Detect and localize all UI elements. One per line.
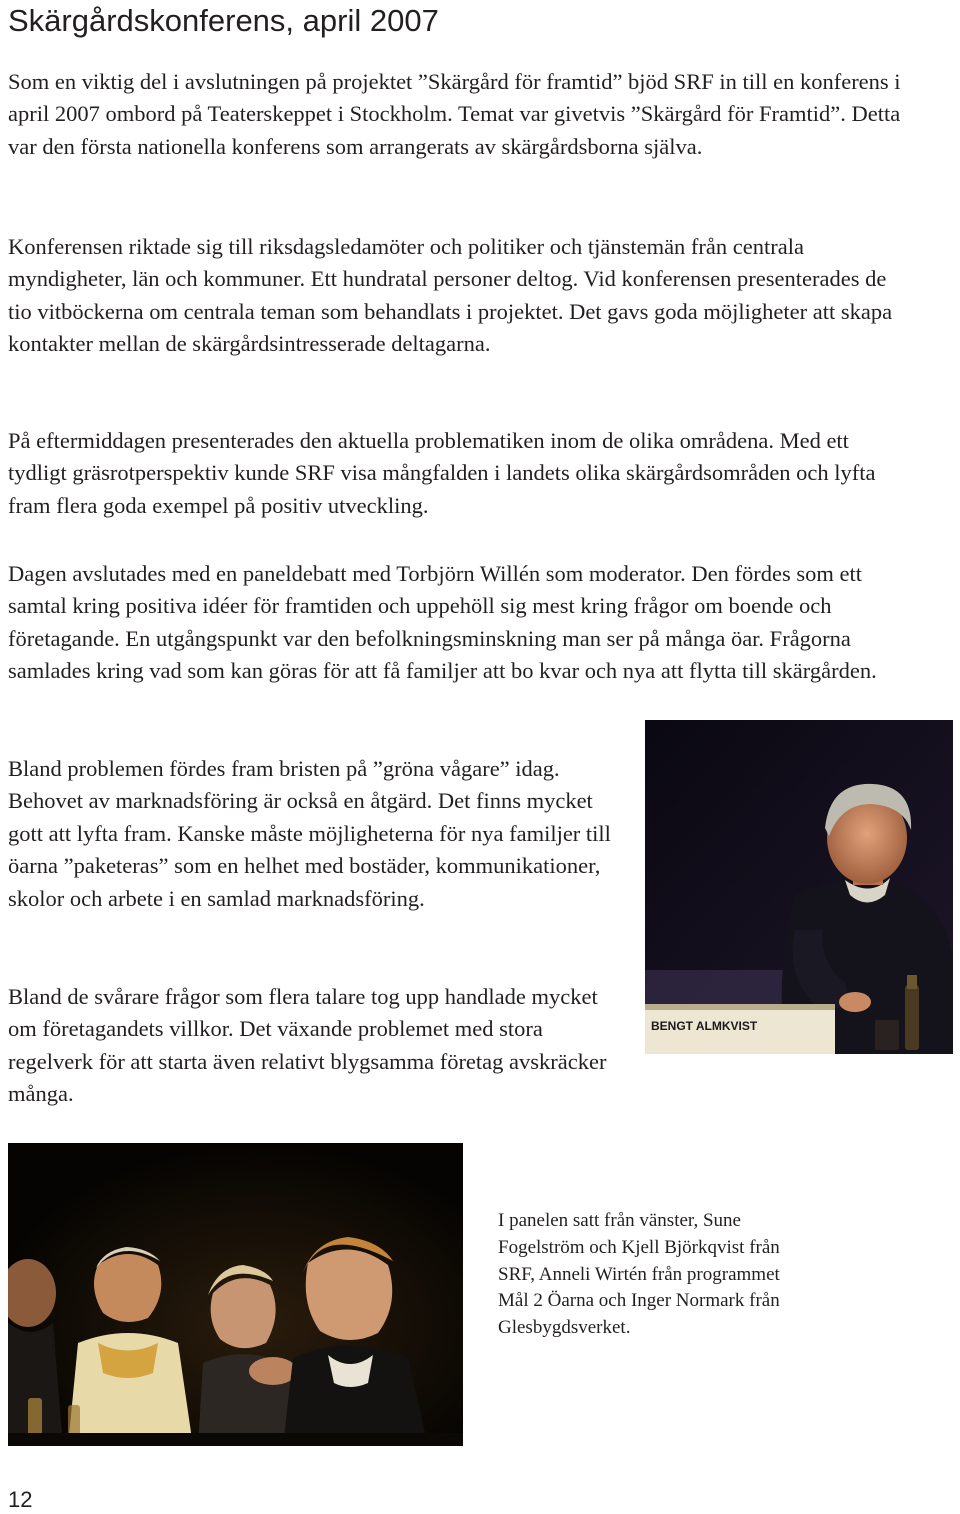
paragraph-business-conditions: Bland de svårare frågor som flera talare tog upp handlade mycket om företagandets villkor. Det växande problemet med stora regelverk för att starta även relativt blygsamma företag avskräcker många. [8,984,607,1107]
page-title: Skärgårdskonferens, april 2007 [8,3,439,38]
paragraph-afternoon: På eftermiddagen presenterades den aktuella problematiken inom de olika områdena. Med ett tydligt gräsrotperspektiv kunde SRF visa mångfalden i landets olika skärgårdsområden och lyfta fram flera goda exempel på positiv utveckling. [8,428,876,518]
panel-photo [8,1143,463,1446]
paragraph-audience: Konferensen riktade sig till riksdagsledamöter och politiker och tjänstemän från centrala myndigheter, län och kommuner. Ett hundratal personer deltog. Vid konferensen presenterades de tio vitböckerna om centrala teman som behandlats i projektet. Det gavs goda möjligheter att skapa kontakter mellan de skärgårdsintresserade deltagarna. [8,234,893,357]
nameplate-label: BENGT ALMKVIST [651,1019,758,1033]
paragraph-panel-debate: Dagen avslutades med en paneldebatt med Torbjörn Willén som moderator. Den fördes som ett samtal kring positiva idéer för framtiden och uppehöll sig mest kring frågor om boende och företagande. En utgångspunkt var den befolkningsminskning man ser på många öar. Frågorna samlades kring vad som kan göras för att få familjer att bo kvar och nya att flytta till skärgården. [8,561,877,684]
panel-photo-caption: I panelen satt från vänster, Sune Fogelström och Kjell Björkqvist från SRF, Anneli Wirtén från programmet Mål 2 Öarna och Inger Normark från Glesbygdsverket. [498,1210,780,1339]
paragraph-problems: Bland problemen fördes fram bristen på ”gröna vågare” idag. Behovet av marknadsföring är också en åtgärd. Det finns mycket gott att lyfta fram. Kanske måste möjligheterna för nya familjer till öarna ”paketeras” som en helhet med bostäder, kommunikationer, skolor och arbete i en samlad marknadsföring. [8,756,611,911]
paragraph-intro: Som en viktig del i avslutningen på projektet ”Skärgård för framtid” bjöd SRF in till en konferens i april 2007 ombord på Teaterskeppet i Stockholm. Temat var givetvis ”Skärgård för Framtid”. Detta var den första nationella konferens som arrangerats av skärgårdsborna själva. [8,69,901,159]
page-number: 12 [8,1487,33,1512]
panel-photo-illustration [8,1143,463,1446]
speaker-photo-illustration [645,720,953,1054]
speaker-photo [645,720,953,1054]
